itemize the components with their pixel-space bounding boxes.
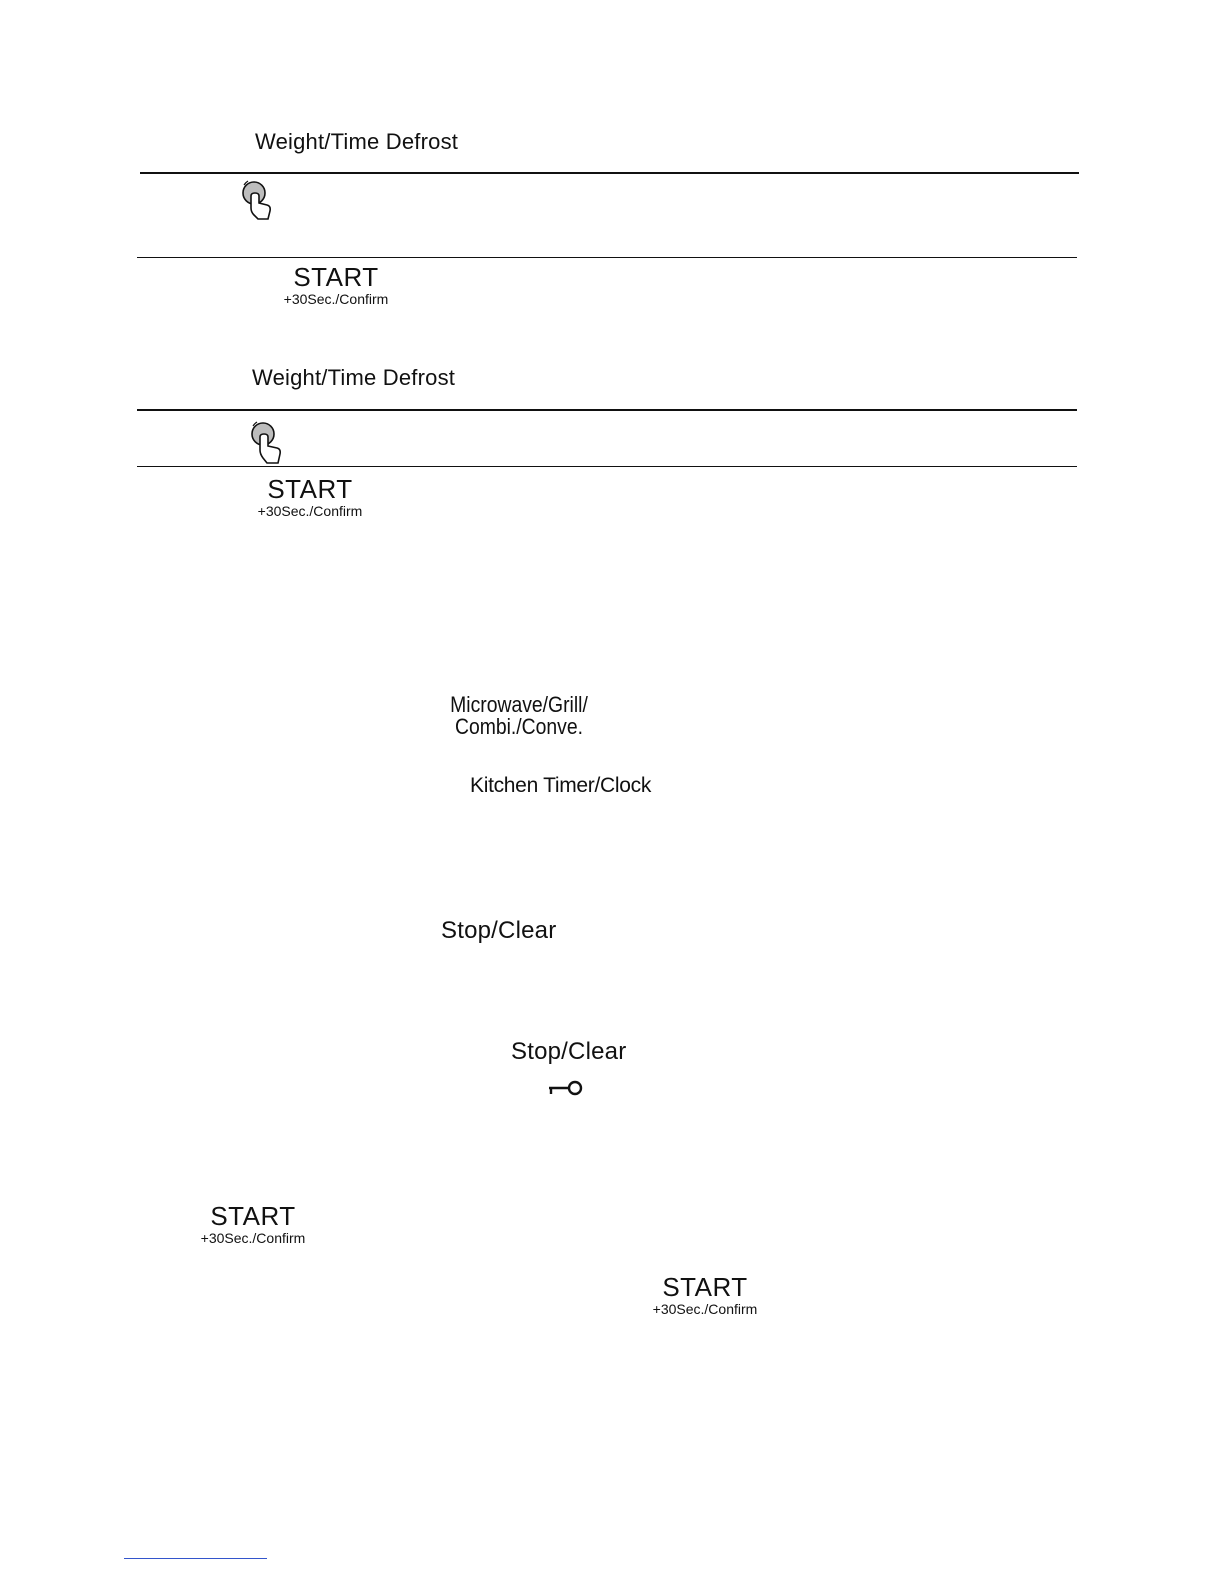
- dial-hand-icon: [246, 420, 286, 466]
- start-label: START: [267, 474, 353, 504]
- microwave-label-line1: Microwave/Grill/: [450, 692, 588, 717]
- start-label: START: [662, 1272, 748, 1302]
- section1-heading: Weight/Time Defrost: [255, 129, 459, 154]
- stop-clear-button[interactable]: Stop/Clear: [441, 917, 557, 944]
- start-sublabel: +30Sec./Confirm: [257, 503, 363, 519]
- start-button[interactable]: [635, 1272, 775, 1317]
- microwave-label-line2: Combi./Conve.: [454, 714, 584, 739]
- stop-clear-button[interactable]: Stop/Clear: [511, 1038, 627, 1065]
- divider: [137, 466, 1077, 467]
- start-sublabel: +30Sec./Confirm: [200, 1230, 306, 1246]
- divider: [137, 257, 1077, 258]
- footer-rule: [124, 1558, 267, 1559]
- section2-heading: Weight/Time Defrost: [252, 365, 456, 390]
- key-lock-icon: [547, 1079, 583, 1097]
- start-label: START: [293, 262, 379, 292]
- start-label: START: [210, 1201, 296, 1231]
- microwave-grill-combi-conve-button[interactable]: [431, 694, 607, 738]
- start-sublabel: +30Sec./Confirm: [283, 291, 389, 307]
- start-button[interactable]: [183, 1201, 323, 1246]
- divider: [137, 409, 1077, 411]
- start-button[interactable]: [266, 262, 406, 307]
- divider: [140, 172, 1079, 174]
- start-button[interactable]: [240, 474, 380, 519]
- dial-hand-icon: [238, 178, 274, 222]
- start-sublabel: +30Sec./Confirm: [652, 1301, 758, 1317]
- kitchen-timer-clock-button[interactable]: Kitchen Timer/Clock: [470, 774, 652, 797]
